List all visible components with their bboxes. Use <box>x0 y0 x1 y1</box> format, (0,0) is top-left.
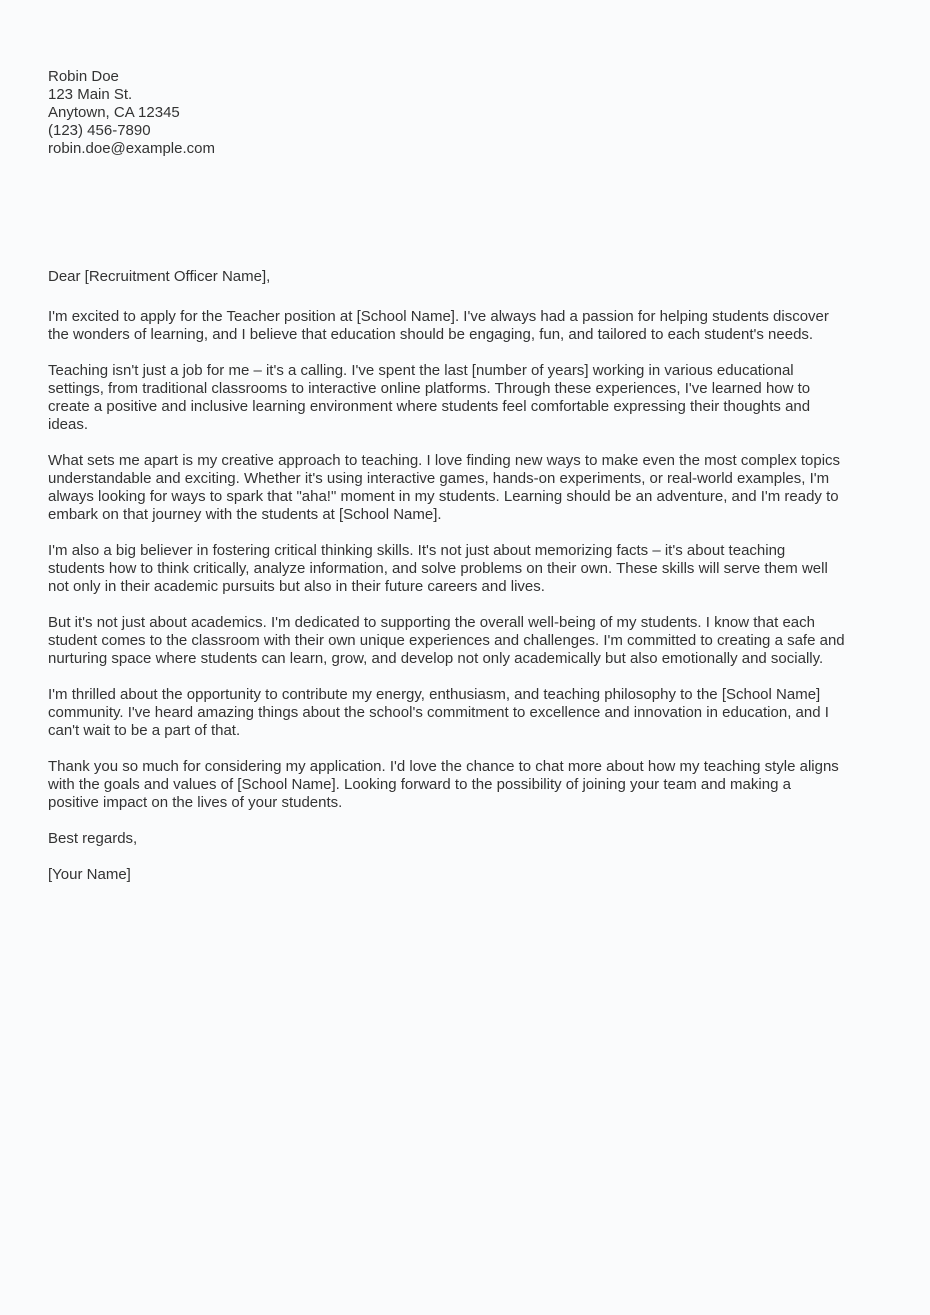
sender-name: Robin Doe <box>48 68 119 85</box>
sender-city-state-zip: Anytown, CA 12345 <box>48 104 180 121</box>
sender-phone: (123) 456-7890 <box>48 122 151 139</box>
body-paragraph-5: But it's not just about academics. I'm dedicated to supporting the overall well-being of my students. I know that each student comes to the classroom with their own unique experiences and challenges. I'm committed to creating a safe and nurturing space where students can learn, grow, and develop not only academically but also emotionally and socially. <box>48 614 845 667</box>
body-paragraph-6: I'm thrilled about the opportunity to contribute my energy, enthusiasm, and teaching philosophy to the [School Name] community. I've heard amazing things about the school's commitment to excellence and innovation in education, and I can't wait to be a part of that. <box>48 686 829 739</box>
body-paragraph-1: I'm excited to apply for the Teacher position at [School Name]. I've always had a passion for helping students discover the wonders of learning, and I believe that education should be engaging, fun, and tailored to each student's needs. <box>48 308 829 343</box>
body-paragraph-2: Teaching isn't just a job for me – it's a calling. I've spent the last [number of years] working in various educational settings, from traditional classrooms to interactive online platforms. Through these experiences, I've learned how to create a positive and inclusive learning environment where students feel comfortable expressing their thoughts and ideas. <box>48 362 811 433</box>
sender-street: 123 Main St. <box>48 86 133 103</box>
body-paragraph-7: Thank you so much for considering my application. I'd love the chance to chat more about how my teaching style aligns with the goals and values of [School Name]. Looking forward to the possibility of joining your team and making a positive impact on the lives of your students. <box>48 758 839 811</box>
closing-salutation: Best regards, <box>48 830 138 847</box>
signature-name: [Your Name] <box>48 866 131 883</box>
body-paragraph-4: I'm also a big believer in fostering critical thinking skills. It's not just about memorizing facts – it's about teaching students how to think critically, analyze information, and solve problems on their own. These skills will serve them well not only in their academic pursuits but also in their future careers and lives. <box>48 542 828 595</box>
sender-email: robin.doe@example.com <box>48 140 215 157</box>
sender-address-block <box>48 68 845 158</box>
salutation: Dear [Recruitment Officer Name], <box>48 268 271 285</box>
header-body-spacer <box>48 158 845 268</box>
body-paragraph-3: What sets me apart is my creative approach to teaching. I love finding new ways to make even the most complex topics understandable and exciting. Whether it's using interactive games, hands-on experiments, or real-world examples, I'm always looking for ways to spark that "aha!" moment in my students. Learning should be an adventure, and I'm ready to embark on that journey with the students at [School Name]. <box>48 452 841 523</box>
